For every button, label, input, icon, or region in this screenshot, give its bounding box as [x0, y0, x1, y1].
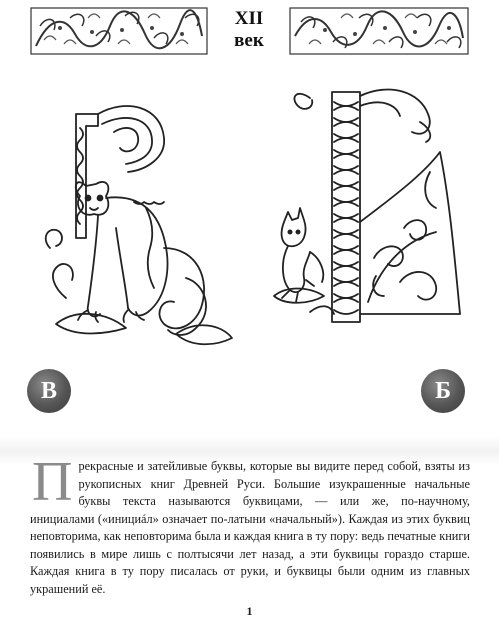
drop-cap: П	[32, 451, 73, 513]
letter-b-illustration	[250, 82, 472, 332]
body-paragraph	[30, 451, 470, 598]
header-ornament-left	[30, 6, 208, 56]
century-title	[210, 8, 288, 52]
letter-badge-v: В	[27, 369, 71, 413]
page-number: 1	[246, 604, 253, 618]
header-ornament-right	[289, 6, 469, 56]
body-text: рекрасные и затейливые буквы, которые вы видите перед собой, взяты из рукописных книг Древней Руси. Большие изукрашенные начальные буквы текста называются буквицами, — или же, по-научному, инициалами («инициáл» означает по-латыни «начальный»). Каждая из этих буквиц неповторима, как неповторима была и каждая книга в ту пору: ведь печатные книги появились в мире лишь с полтысячи лет назад, а эти буквицы гораздо старше. Каждая книга в ту пору писалась от руки, и буквицы были одним из главных украшений её.	[30, 459, 470, 596]
letter-badge-b: Б	[421, 369, 465, 413]
century-label: век	[234, 30, 264, 51]
letter-v-illustration	[36, 98, 236, 360]
century-number: XII	[234, 8, 264, 29]
